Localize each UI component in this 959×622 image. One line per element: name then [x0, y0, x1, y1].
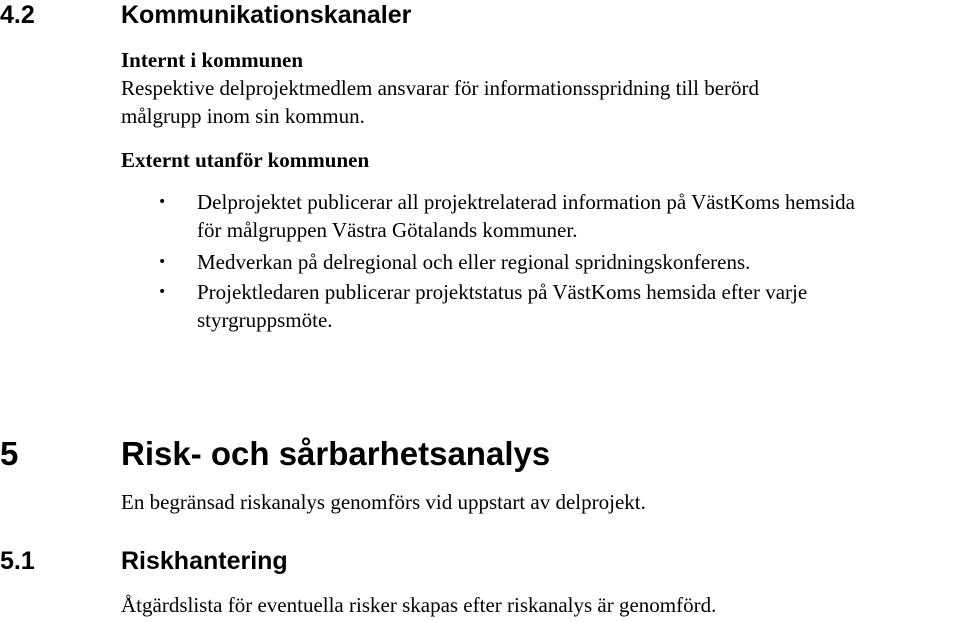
- section-4-2-number: 4.2: [0, 1, 35, 29]
- external-heading: Externt utanför kommunen: [121, 148, 370, 172]
- internal-text-line-1: Respektive delprojektmedlem ansvarar för informationsspridning till berörd: [121, 76, 759, 100]
- internal-heading: Internt i kommunen: [121, 48, 304, 72]
- bullet-item-3-line-2: styrgruppsmöte.: [197, 308, 333, 332]
- bullet-marker: •: [158, 254, 167, 270]
- bullet-item-1-line-2: för målgruppen Västra Götalands kommuner.: [197, 218, 578, 242]
- section-5-1-number: 5.1: [0, 547, 35, 575]
- bullet-item-3-line-1: Projektledaren publicerar projektstatus på VästKoms hemsida efter varje: [197, 280, 808, 304]
- section-5-text: En begränsad riskanalys genomförs vid uppstart av delprojekt.: [121, 490, 646, 514]
- bullet-marker: •: [158, 284, 167, 300]
- section-5-number: 5: [0, 435, 19, 472]
- internal-text-line-2: målgrupp inom sin kommun.: [121, 104, 365, 128]
- bullet-item-1-line-1: Delprojektet publicerar all projektrelaterad information på VästKoms hemsida: [197, 190, 855, 214]
- bullet-item-2-line-1: Medverkan på delregional och eller regional spridningskonferens.: [197, 250, 751, 274]
- section-4-2-title: Kommunikationskanaler: [121, 1, 412, 29]
- bullet-marker: •: [158, 194, 167, 210]
- section-5-1-text: Åtgärdslista för eventuella risker skapas efter riskanalys är genomförd.: [121, 593, 717, 617]
- section-5-1-title: Riskhantering: [121, 547, 288, 575]
- section-5-title: Risk- och sårbarhetsanalys: [121, 435, 551, 472]
